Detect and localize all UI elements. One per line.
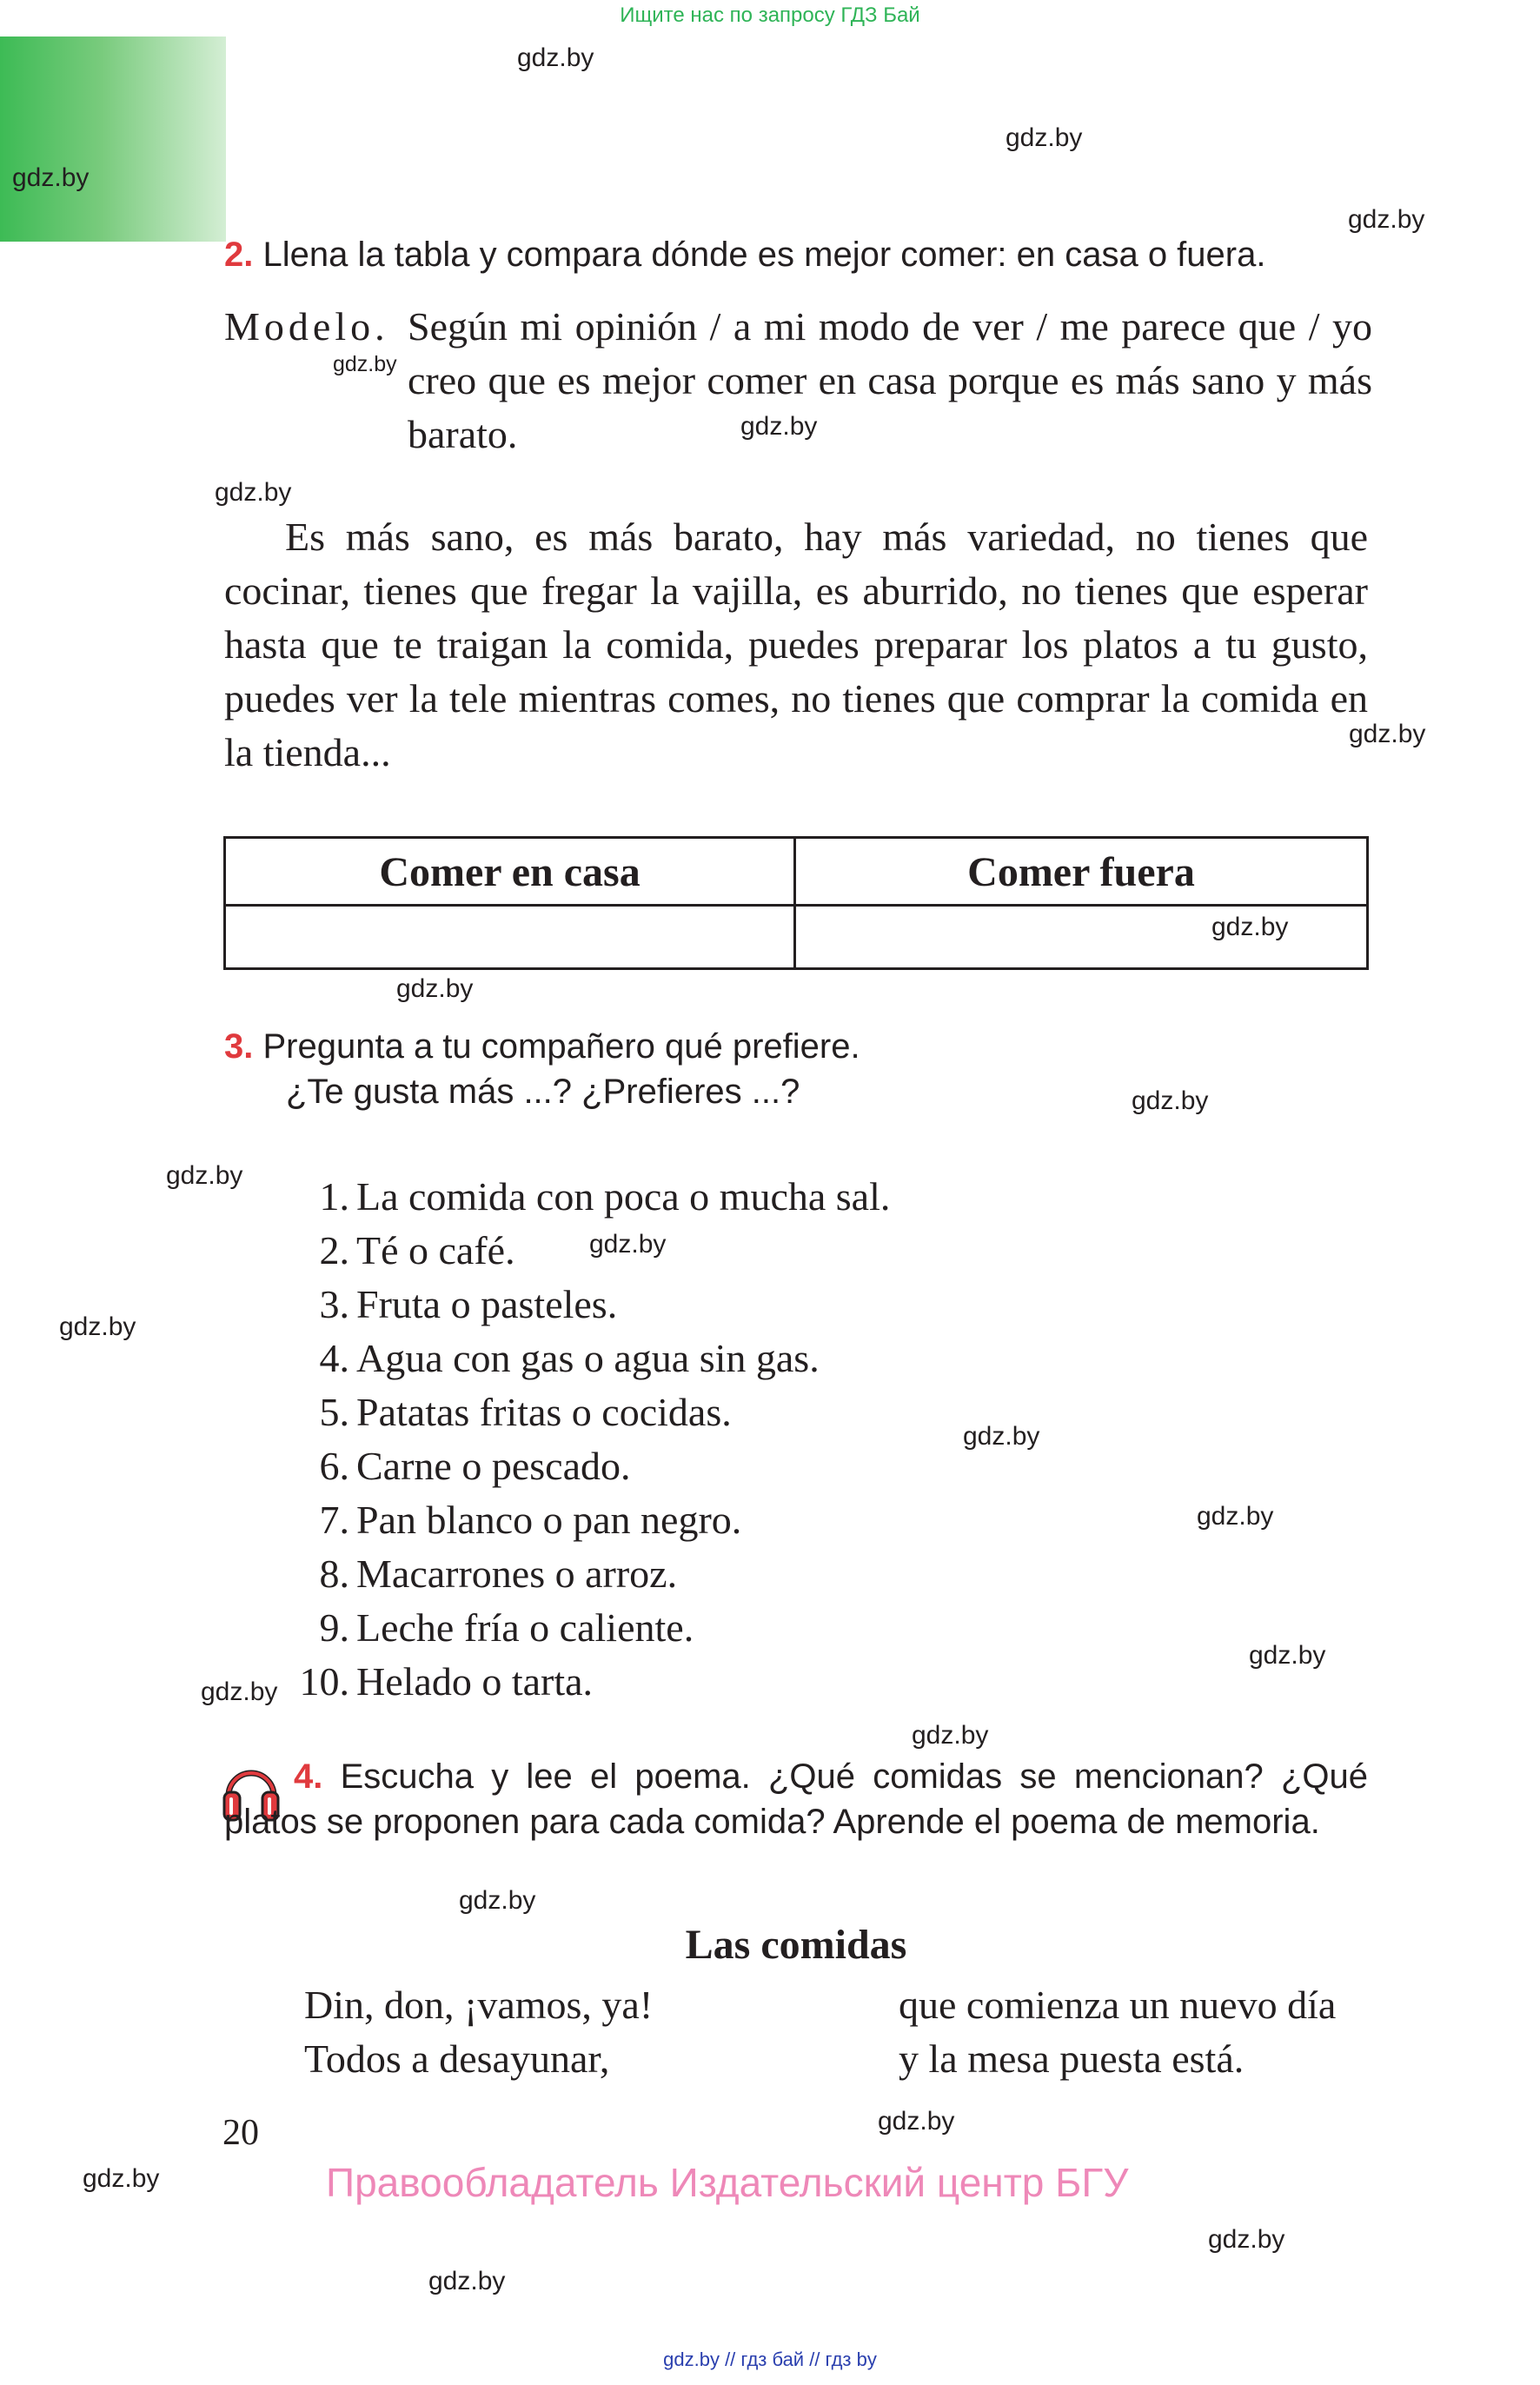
watermark: gdz.by — [83, 2164, 160, 2193]
exercise-number: 4. — [294, 1757, 323, 1796]
top-banner: Ищите нас по запросу ГДЗ Бай — [620, 3, 920, 27]
watermark: gdz.by — [517, 43, 594, 72]
list-item — [287, 1493, 890, 1547]
watermark: gdz.by — [428, 2267, 506, 2295]
list-item — [287, 1655, 890, 1709]
item-text: Leche fría o caliente. — [356, 1605, 694, 1650]
poem-column-left — [304, 1978, 653, 2086]
watermark: gdz.by — [1249, 1641, 1326, 1670]
watermark: gdz.by — [1349, 720, 1426, 748]
list-item — [287, 1601, 890, 1655]
poem-line: Todos a desayunar, — [304, 2036, 610, 2081]
watermark: gdz.by — [1006, 123, 1083, 152]
footer-links[interactable]: gdz.by // гдз бай // гдз by — [663, 2348, 877, 2370]
item-number: 4. — [319, 1336, 349, 1380]
instruction-questions: ¿Te gusta más ...? ¿Prefieres ...? — [286, 1073, 800, 1111]
watermark: gdz.by — [333, 352, 397, 376]
item-text: Carne o pescado. — [356, 1444, 631, 1488]
item-text: Helado o tarta. — [356, 1659, 594, 1704]
watermark: gdz.by — [912, 1721, 989, 1750]
table-header: Comer en casa — [226, 839, 796, 907]
item-number: 7. — [319, 1498, 349, 1542]
instruction-text: Pregunta a tu compañero qué prefiere. — [262, 1027, 860, 1066]
exercise-3-instruction — [224, 1024, 1371, 1114]
watermark: gdz.by — [396, 974, 474, 1003]
list-item — [287, 1278, 890, 1332]
watermark: gdz.by — [1208, 2225, 1285, 2254]
item-number: 1. — [319, 1174, 349, 1219]
watermark: gdz.by — [1348, 205, 1425, 234]
table-cell[interactable] — [796, 907, 1366, 967]
watermark: gdz.by — [12, 163, 90, 192]
watermark: gdz.by — [215, 478, 292, 507]
item-text: Macarrones o arroz. — [356, 1551, 678, 1596]
exercise-2-instruction — [224, 232, 1371, 277]
table-cell[interactable] — [226, 907, 796, 967]
watermark: gdz.by — [1197, 1502, 1274, 1531]
green-corner-block — [0, 37, 226, 242]
list-item — [287, 1547, 890, 1601]
watermark: gdz.by — [878, 2107, 955, 2136]
watermark: gdz.by — [589, 1230, 667, 1259]
poem-column-right — [899, 1978, 1336, 2086]
exercise-2-prompt: Es más sano, es más barato, hay más variedad, no tienes que cocinar, tienes que fregar la vajilla, es aburrido, no tienes que esperar hasta que te traigan la comida, puedes preparar los platos a tu gusto, puedes ver la tele mientras comes, no tienes que comprar la comida en la tienda... — [224, 515, 1368, 774]
item-number: 8. — [319, 1551, 349, 1596]
item-text: Pan blanco o pan negro. — [356, 1498, 742, 1542]
poem-line: y la mesa puesta está. — [899, 2036, 1245, 2081]
poem-title: Las comidas — [685, 1922, 907, 1968]
table-header: Comer fuera — [796, 839, 1366, 907]
copyright-notice: Правообладатель Издательский центр БГУ — [326, 2160, 1129, 2205]
list-item — [287, 1170, 890, 1224]
item-text: Fruta o pasteles. — [356, 1282, 618, 1326]
watermark: gdz.by — [1132, 1086, 1209, 1115]
watermark: gdz.by — [740, 412, 818, 441]
item-text: Agua con gas o agua sin gas. — [356, 1336, 820, 1380]
list-item — [287, 1385, 890, 1439]
item-text: La comida con poca o mucha sal. — [356, 1174, 891, 1219]
watermark: gdz.by — [201, 1677, 278, 1706]
model-label: Modelo. — [224, 304, 389, 349]
watermark: gdz.by — [166, 1161, 243, 1190]
poem-line: que comienza un nuevo día — [899, 1983, 1337, 2027]
watermark: gdz.by — [963, 1422, 1040, 1451]
comparison-table — [223, 836, 1369, 970]
exercise-number: 3. — [224, 1027, 254, 1066]
item-number: 9. — [319, 1605, 349, 1650]
poem-line: Din, don, ¡vamos, ya! — [304, 1983, 654, 2027]
item-number: 6. — [319, 1444, 349, 1488]
watermark: gdz.by — [1211, 913, 1289, 941]
watermark: gdz.by — [59, 1312, 136, 1341]
preferences-list — [287, 1170, 890, 1709]
item-number: 10. — [299, 1659, 349, 1704]
page-number: 20 — [222, 2113, 259, 2153]
list-item — [287, 1332, 890, 1385]
item-text: Patatas fritas o cocidas. — [356, 1390, 732, 1434]
list-item — [287, 1439, 890, 1493]
item-number: 2. — [319, 1228, 349, 1272]
model-text: Según mi opinión / a mi modo de ver / me parece que / yo creo que es mejor comer en casa porque es más sano y más barato. — [408, 304, 1372, 456]
item-text: Té o café. — [356, 1228, 515, 1272]
item-number: 3. — [319, 1282, 349, 1326]
watermark: gdz.by — [459, 1886, 536, 1915]
exercise-number: 2. — [224, 236, 254, 274]
exercise-4-instruction — [224, 1754, 1368, 1844]
instruction-text: Escucha y lee el poema. ¿Qué comidas se mencionan? ¿Qué platos se proponen para cada comida? Aprende el poema de memoria. — [224, 1757, 1368, 1841]
instruction-text: Llena la tabla y compara dónde es mejor comer: en casa o fuera. — [262, 236, 1266, 274]
item-number: 5. — [319, 1390, 349, 1434]
list-item — [287, 1224, 890, 1278]
